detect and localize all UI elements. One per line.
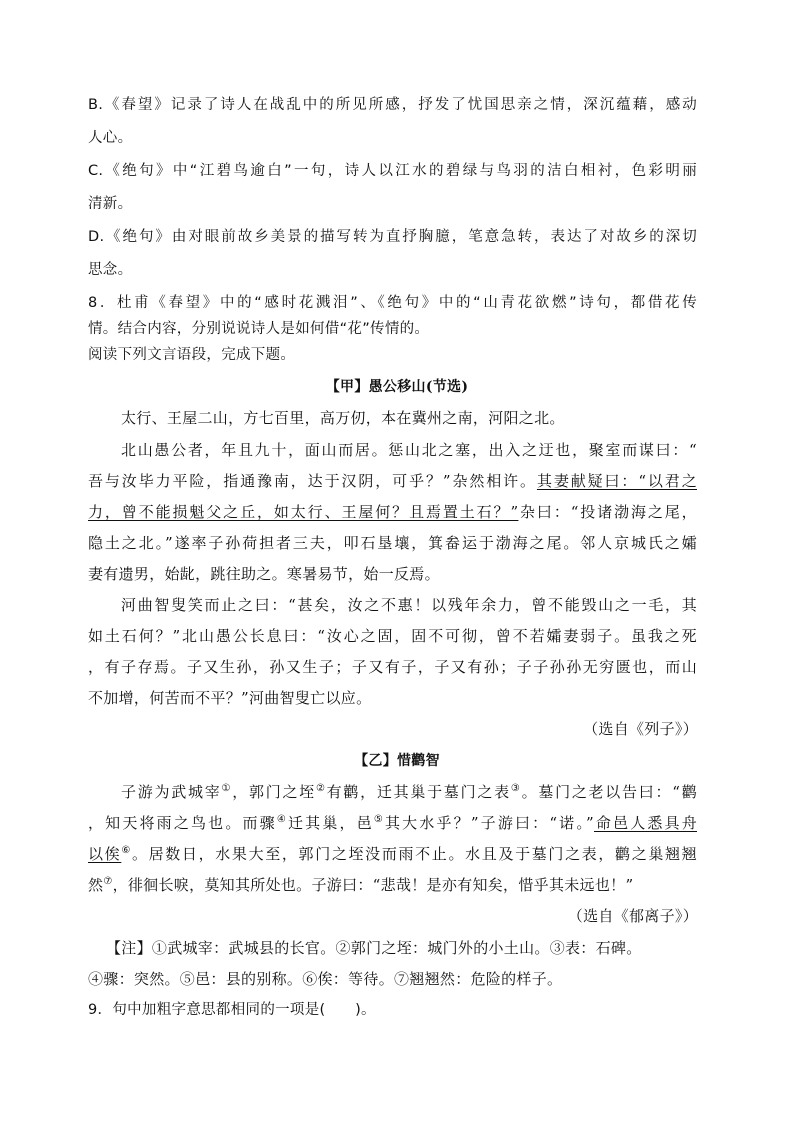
passage-jia-source: （选自《列子》）	[583, 720, 698, 738]
reading-instruction: 阅读下列文言语段，完成下题。	[88, 347, 296, 363]
choice-d-line-2: 思念。	[88, 262, 133, 278]
underlined-sentence: 命邑人悉具舟	[593, 814, 697, 832]
passage-text: 有鹳，迁其巢于墓门之表	[326, 783, 511, 801]
passage-jia-p2-line-4: 隐土之北。”遂率子孙荷担者三夫，叩石垦壤，箕畚运于渤海之尾。邻人京城氏之孀	[88, 534, 697, 552]
choice-c-line-2: 清新。	[88, 196, 133, 212]
footnote-marker: ④	[276, 814, 288, 825]
choice-b-line-2: 人心。	[88, 130, 133, 146]
passage-text: 迁其巢，邑	[288, 814, 374, 832]
passage-jia-p2-line-1: 北山愚公者，年且九十，面山而居。惩山北之塞，出入之迂也，聚室而谋曰：“	[121, 441, 697, 459]
passage-text: 然	[88, 876, 104, 894]
passage-text: 。墓门之老以告曰：“鹳	[521, 783, 697, 801]
passage-jia-p3-line-4: 不加增，何苦而不平？”河曲智叟亡以应。	[88, 689, 372, 707]
passage-yi-line-3	[88, 843, 697, 865]
passage-jia-p2-line-3	[88, 501, 697, 523]
question-8-line-2: 情。结合内容，分别说说诗人是如何借“花”传情的。	[88, 321, 430, 337]
passage-yi-source: （选自《郁离子》）	[567, 907, 698, 925]
passage-yi-title: 【乙】惜鹳智	[354, 753, 440, 769]
footnote-marker: ①	[221, 783, 233, 794]
passage-text: 。居数日，水果大至，郭门之垤没而雨不止。水且及于墓门之表，鹳之巢翘翘	[131, 845, 697, 863]
footnote-marker: ⑥	[121, 845, 132, 856]
passage-text: ，知天将雨之鸟也。而骤	[88, 814, 277, 832]
passage-text: ，徘徊长唳，莫知其所处也。子游曰：“悲哉！是亦有知矣，惜乎其未远也！”	[112, 876, 634, 894]
passage-yi-line-1	[121, 781, 697, 803]
footnote-marker: ⑤	[373, 814, 385, 825]
underlined-sentence: 以俟	[88, 845, 122, 863]
passage-text: 其大水乎？”子游曰：“诺。”	[384, 814, 594, 832]
question-8-line-1: 8．杜甫《春望》中的“感时花溅泪”、《绝句》中的“山青花欲燃”诗句，都借花传	[88, 295, 697, 311]
passage-text: 子游为武城宰	[121, 783, 222, 801]
passage-text: ，郭门之垤	[232, 783, 316, 801]
choice-d-line-1: D.《绝句》由对眼前故乡美景的描写转为直抒胸臆，笔意急转，表达了对故乡的深切	[88, 229, 697, 245]
passage-jia-p2-line-2	[88, 470, 697, 492]
footnote-marker: ⑦	[103, 876, 113, 887]
notes-line-1: 【注】①武城宰：武城县的长官。②郭门之垤：城门外的小土山。③表：石碑。	[106, 939, 642, 957]
passage-jia-p3-line-3: ，有子存焉。子又生孙，孙又生子；子又有子，子又有孙；子子孙孙无穷匮也，而山	[88, 658, 697, 676]
underlined-sentence: 力，曾不能损魁父之丘，如太行、王屋何？且焉置土石？”	[88, 503, 519, 521]
passage-jia-p3-line-1: 河曲智叟笑而止之曰：“甚矣，汝之不惠！以残年余力，曾不能毁山之一毛，其	[121, 596, 697, 614]
choice-c-line-1: C.《绝句》中“江碧鸟逾白”一句，诗人以江水的碧绿与鸟羽的洁白相衬，色彩明丽	[88, 163, 697, 179]
passage-text: 杂曰：“投诸渤海之尾，	[518, 503, 697, 521]
footnote-marker: ③	[510, 783, 522, 794]
passage-text: 吾与汝毕力平险，指通豫南，达于汉阴，可乎？”杂然相许。	[88, 472, 537, 490]
footnote-marker: ②	[315, 783, 327, 794]
passage-yi-line-2	[88, 812, 697, 834]
passage-jia-title: 【甲】愚公移山(节选)	[325, 379, 469, 395]
underlined-sentence: 其妻献疑曰：“以君之	[536, 472, 697, 490]
choice-b-line-1: B.《春望》记录了诗人在战乱中的所见所感，抒发了忧国思亲之情，深沉蕴藉，感动	[88, 97, 697, 113]
question-9: 9．句中加粗字意思都相同的一项是( )。	[88, 1002, 376, 1018]
passage-jia-p2-line-5: 妻有遗男，始龀，跳往助之。寒暑易节，始一反焉。	[88, 565, 440, 583]
passage-jia-p1: 太行、王屋二山，方七百里，高万仞，本在冀州之南，河阳之北。	[121, 409, 565, 427]
passage-jia-p3-line-2: 如土石何？”北山愚公长息曰：“汝心之固，固不可彻，曾不若孀妻弱子。虽我之死	[88, 627, 697, 645]
passage-yi-line-4	[88, 874, 633, 896]
notes-line-2: ④骤：突然。⑤邑：县的别称。⑥俟：等待。⑦翘翘然：危险的样子。	[88, 970, 563, 988]
